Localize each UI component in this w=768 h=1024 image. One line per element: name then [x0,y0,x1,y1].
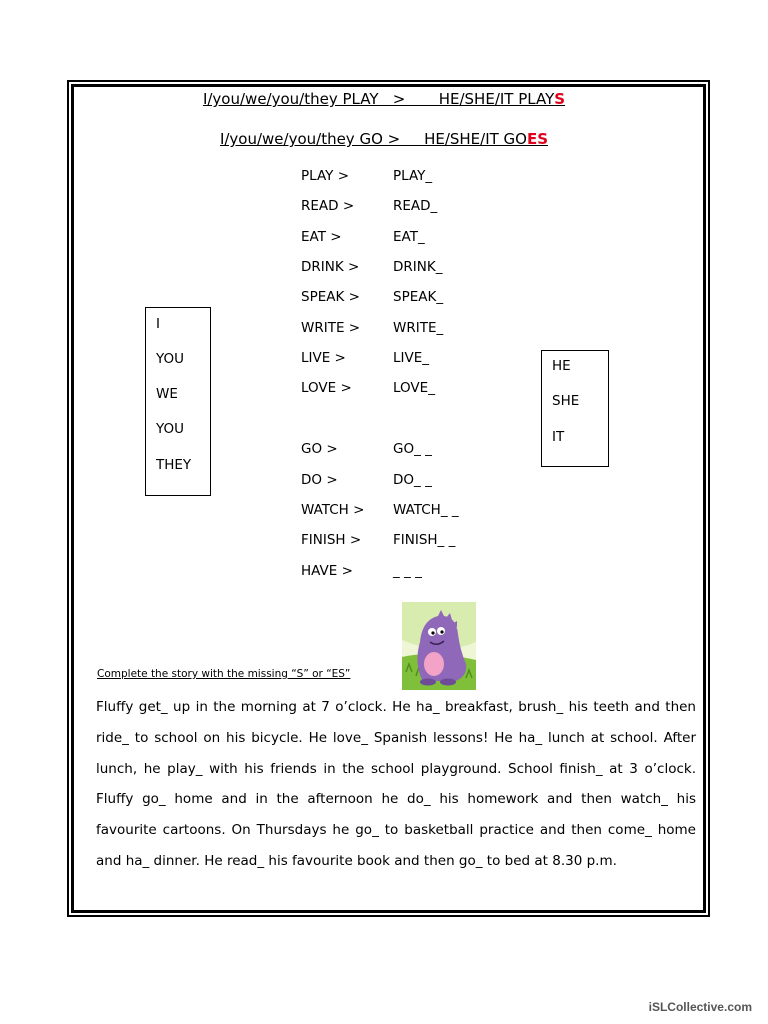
verb-form-blank: FINISH_ _ [393,532,456,548]
rule-title-go [0,130,768,148]
verb-base: LOVE > [301,380,352,396]
pronoun-label: YOU [156,421,185,437]
purple-monster-illustration [402,602,476,690]
verb-form-blank: READ_ [393,198,438,214]
rule-title-play [0,90,768,108]
pronoun-label: IT [552,429,565,445]
pronoun-label: THEY [156,457,192,473]
pronoun-box-plural [145,307,211,496]
verb-form-blank: LOVE_ [393,380,435,396]
verb-form-blank: WATCH_ _ [393,502,459,518]
verb-form-blank: _ _ _ [393,563,422,579]
verb-base: DRINK > [301,259,360,275]
site-watermark: iSLCollective.com [648,1000,752,1014]
verb-base: LIVE > [301,350,346,366]
verb-form-blank: DO_ _ [393,472,432,488]
verb-form-blank: EAT_ [393,229,425,245]
verb-base: FINISH > [301,532,362,548]
verb-form-blank: DRINK_ [393,259,443,275]
verb-base: GO > [301,441,338,457]
pronoun-label: WE [156,386,178,402]
story-instruction: Complete the story with the missing “S” or “ES” [97,668,351,680]
story-paragraph: Fluffy get_ up in the morning at 7 o’clock. He ha_ breakfast, brush_ his teeth and then ride_ to school on his bicycle. He love_ Spanish lessons! He ha_ lunch at school. After lunch, he play_ with his friends in the school playground. School finish_ at 3 o’clock. Fluffy go_ home and in the afternoon he do_ his homework and then watch_ his favourite cartoons. On Thursdays he go_ to basketball practice and then come_ home and ha_ dinner. He read_ his favourite book and then go_ to bed at 8.30 p.m. [96,699,696,869]
rule-title-go-text: I/you/we/you/they GO > HE/SHE/IT GO [219,130,527,148]
verb-form-blank: SPEAK_ [393,289,444,305]
verb-form-blank: LIVE_ [393,350,430,366]
pronoun-box-third-person [541,350,609,467]
verb-base: PLAY > [301,168,350,184]
verb-base: SPEAK > [301,289,360,305]
rule-title-play-text: I/you/we/you/they PLAY > HE/SHE/IT PLAY [202,90,555,108]
verb-form-blank: WRITE_ [393,320,444,336]
rule-title-play-ending: S [554,90,566,108]
pronoun-label: YOU [156,351,185,367]
verb-base: WATCH > [301,502,365,518]
verb-base: EAT > [301,229,342,245]
rule-title-go-ending: ES [527,130,549,148]
verb-base: WRITE > [301,320,361,336]
verb-base: HAVE > [301,563,353,579]
verb-form-blank: GO_ _ [393,441,432,457]
verb-base: DO > [301,472,338,488]
pronoun-label: HE [552,358,571,374]
pronoun-label: I [156,316,160,332]
pronoun-label: SHE [552,393,580,409]
verb-form-blank: PLAY_ [393,168,433,184]
verb-base: READ > [301,198,355,214]
